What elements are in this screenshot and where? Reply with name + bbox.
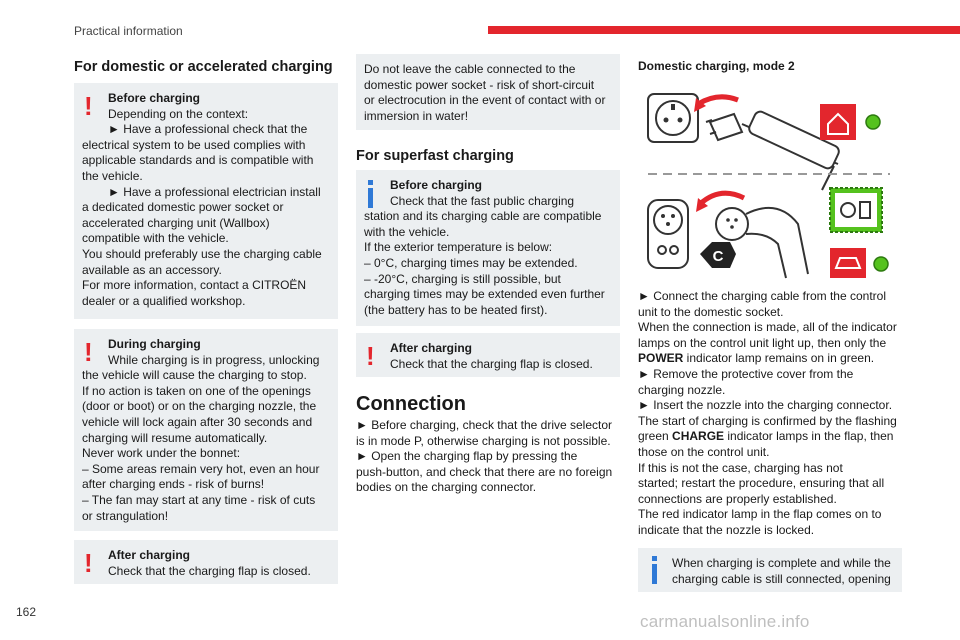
arrow-icon [698,97,738,104]
heading-domestic-accelerated: For domestic or accelerated charging [74,59,333,75]
power-keyword: POWER [638,351,684,366]
vehicle-charging-port-icon [648,200,688,268]
info-icon-dot [368,180,373,185]
heading-domestic-mode2: Domestic charging, mode 2 [638,59,795,73]
arrow-icon [700,193,744,204]
info-box-before-charging: Before charging Check that the fast public charging station and its charging cable are compatible with the vehicle. If the exterior temperature is below: – 0°C, charging times may be extended. – -20°C, charging is still possible, but charging times may be extended even further (the battery has to be heated first). [356,170,620,326]
connection-text: ► Before charging, check that the drive selector is in mode P, otherwise charging is not possible. ► Open the charging flap by pressing the push-button, and check that there are no foreign bodies on the charging connector. [356,418,613,495]
heading-connection: Connection [356,393,466,415]
warning-box-after-charging: ! After charging Check that the charging flap is closed. [74,540,338,584]
control-unit-panel-icon [830,188,882,232]
running-header: Practical information [74,24,183,38]
watermark: carmanualsonline.info [640,612,810,631]
car-lock-icon [830,248,866,278]
box-title: After charging [390,341,473,355]
heading-superfast: For superfast charging [356,148,514,164]
warning-box-after-superfast: ! After charging Check that the charging flap is closed. [356,333,620,377]
warning-icon: ! [366,341,375,371]
box-title: Before charging [108,91,201,105]
warning-icon: ! [84,337,93,367]
warning-icon: ! [84,91,93,121]
charge-keyword: CHARGE [672,429,725,444]
box-title: Before charging [390,178,483,192]
warning-box-during-charging: ! During charging While charging is in progress, unlocking the vehicle will cause the charging to stop. If no action is taken on one of the openings (door or boot) or on the charging nozzle, the vehicle will lock again after 30 seconds and charging will resume automatically. Never work under the bonnet: – Some areas remain very hot, even an hour after charging ends - risk of burns! – The fan may start at any time - risk of cuts or strangulation! [74,329,338,531]
green-indicator-icon [874,257,888,271]
page-number: 162 [16,605,37,619]
info-icon-dot [652,556,657,561]
header-accent-bar [488,26,960,34]
callout-c-text: C [712,248,724,265]
box-title: During charging [108,337,201,351]
info-icon [652,564,657,584]
mode2-instructions: ► Connect the charging cable from the control unit to the domestic socket. When the connection is made, all of the indicator lamps on the control unit light up, then only the POWER indicator lamp remains on in green. ► Remove the protective cover from the charging nozzle. ► Insert the nozzle into the charging connector. The start of charging is confirmed by the flashing green CHARGE indicator lamps in the flap, then those on the control unit. If this is not the case, charging has not started; restart the procedure, ensuring that all connections are properly established. The red indicator lamp in the flap comes on to indicate that the nozzle is locked. [638,289,897,537]
green-indicator-icon [866,115,880,129]
warning-box-cable: Do not leave the cable connected to the domestic power socket - risk of short-circuit or electrocution in the event of contact with or immersion in water! [356,54,620,130]
box-title: After charging [108,548,191,562]
warning-icon: ! [84,548,93,578]
callout-c-label [700,242,736,268]
charging-diagram [638,84,900,284]
warning-box-before-charging: ! Before charging Depending on the context: ► Have a professional check that the electrical system to be used complies with applicable standards and is compatible with the vehicle. ► Have a professional electrician install a dedicated domestic power socket or accelerated charging unit (Wallbox) compatible with the vehicle. You should preferably use the charging cable available as an accessory. For more information, contact a CITROËN dealer or a qualified workshop. [74,83,338,319]
home-icon [820,104,856,140]
info-icon [368,188,373,208]
domestic-socket-icon [648,94,698,142]
info-box-after-complete: When charging is complete and while the charging cable is still connected, opening [638,548,902,592]
